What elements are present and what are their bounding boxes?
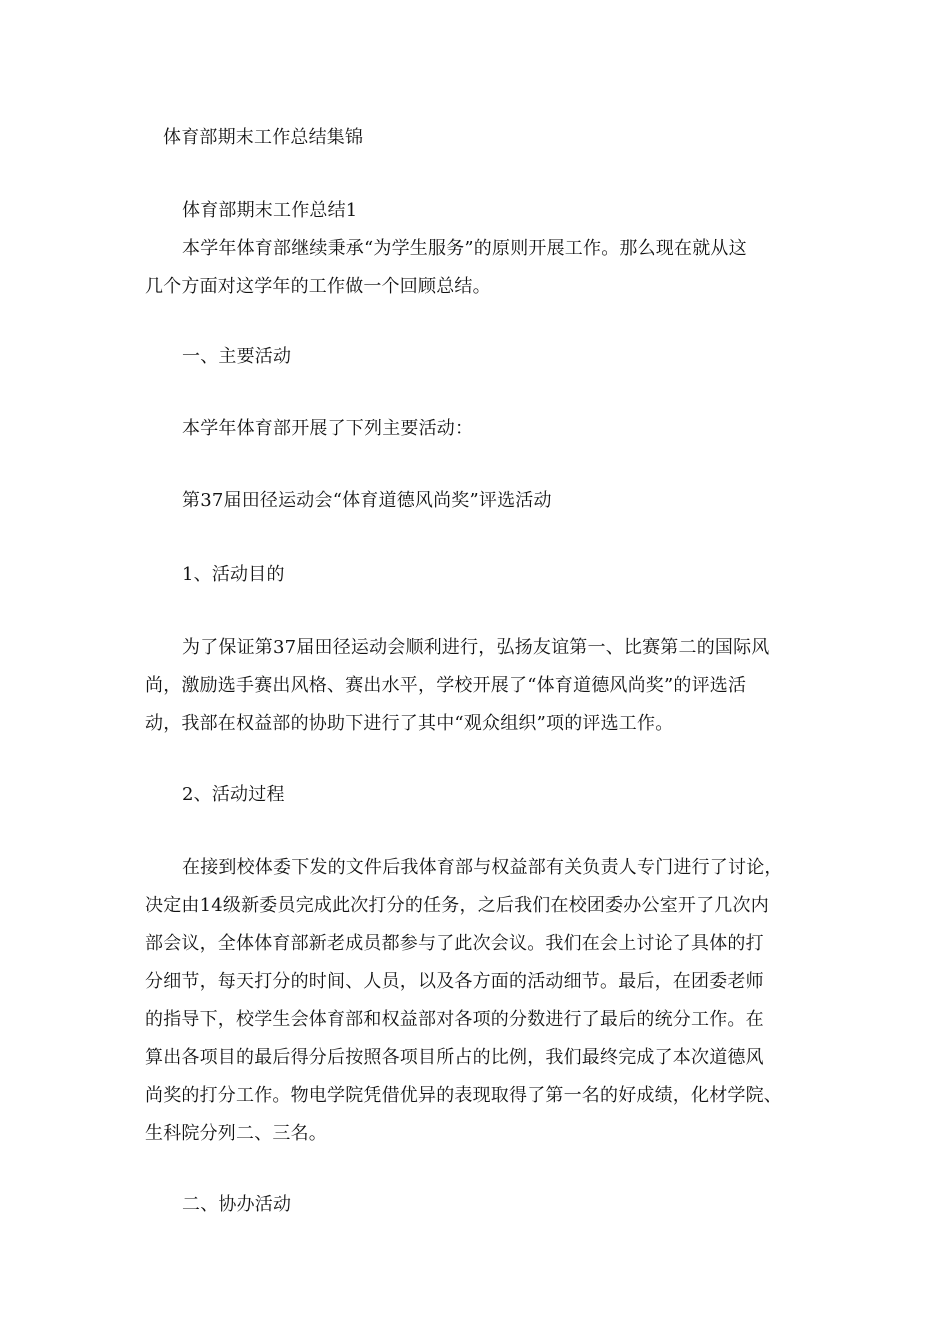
process-line-5: 的指导下，校学生会体育部和权益部对各项的分数进行了最后的统分工作。在 [145,1009,764,1030]
main-activities-intro: 本学年体育部开展了下列主要活动： [182,418,474,439]
process-line-6: 算出各项目的最后得分后按照各项目所占的比例，我们最终完成了本次道德风 [145,1047,764,1068]
process-heading: 2、活动过程 [182,784,285,805]
activity-name: 第37届田径运动会“体育道德风尚奖”评选活动 [182,490,552,511]
purpose-line-2: 尚，激励选手赛出风格、赛出水平，学校开展了“体育道德风尚奖”的评选活 [145,675,747,696]
purpose-line-1: 为了保证第37届田径运动会顺利进行，弘扬友谊第一、比赛第二的国际风 [182,637,770,658]
section-title: 体育部期末工作总结1 [182,200,358,221]
purpose-heading: 1、活动目的 [182,564,285,585]
process-line-4: 分细节，每天打分的时间、人员，以及各方面的活动细节。最后，在团委老师 [145,971,764,992]
process-line-7: 尚奖的打分工作。物电学院凭借优异的表现取得了第一名的好成绩，化材学院、 [145,1085,782,1106]
intro-line-2: 几个方面对这学年的工作做一个回顾总结。 [145,276,491,297]
purpose-line-3: 动，我部在权益部的协助下进行了其中“观众组织”项的评选工作。 [145,713,674,734]
process-line-2: 决定由14级新委员完成此次打分的任务，之后我们在校团委办公室开了几次内 [145,895,769,916]
heading-assist-activities: 二、协办活动 [182,1194,292,1215]
heading-main-activities: 一、主要活动 [182,346,292,367]
intro-line-1: 本学年体育部继续秉承“为学生服务”的原则开展工作。那么现在就从这 [182,238,747,259]
document-title: 体育部期末工作总结集锦 [163,127,364,148]
process-line-1: 在接到校体委下发的文件后我体育部与权益部有关负责人专门进行了讨论， [182,857,783,878]
process-line-8: 生科院分列二、三名。 [145,1123,327,1144]
process-line-3: 部会议，全体体育部新老成员都参与了此次会议。我们在会上讨论了具体的打 [145,933,764,954]
